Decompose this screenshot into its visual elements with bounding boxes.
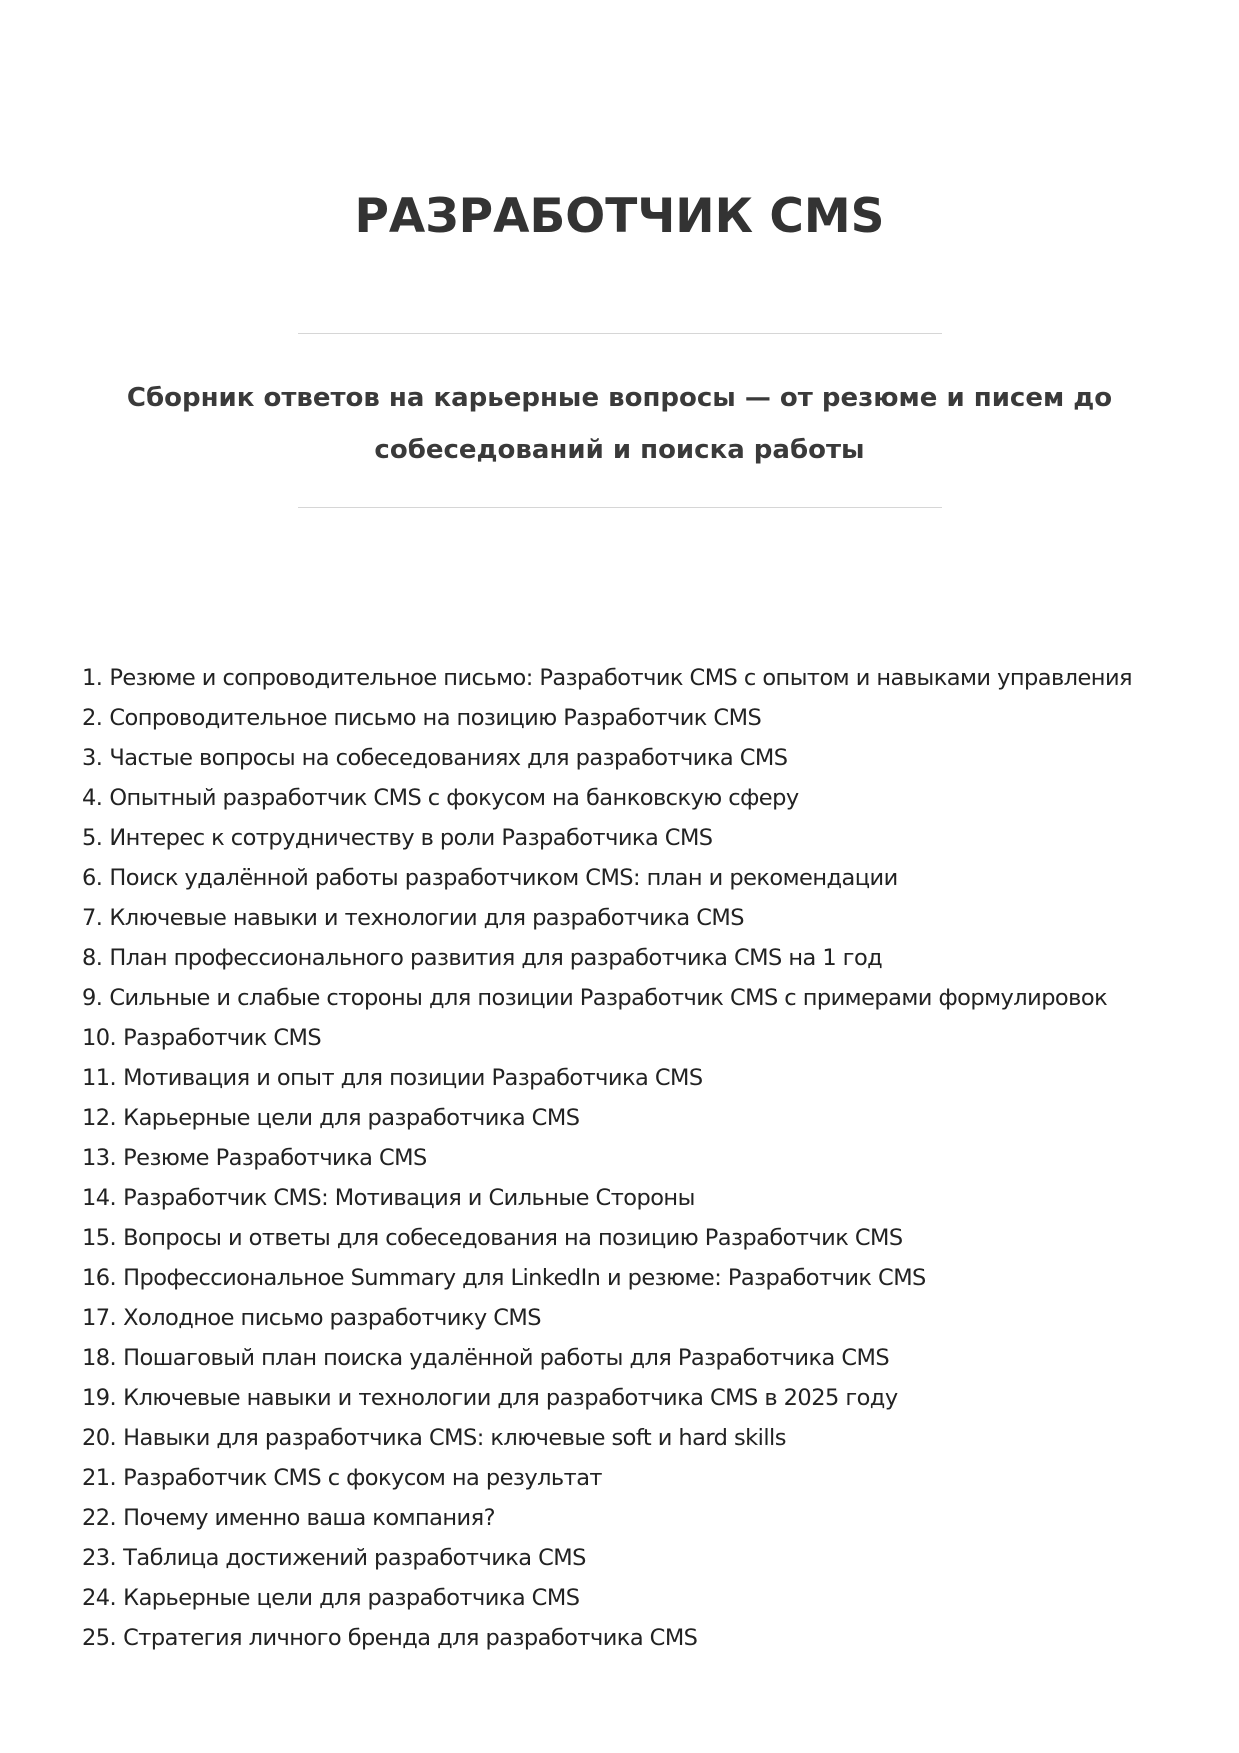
toc-item-text: Разработчик CMS: Мотивация и Сильные Стороны [123,1185,695,1211]
toc-item-text: Холодное письмо разработчику CMS [123,1305,541,1331]
toc-item-text: Поиск удалённой работы разработчиком CMS: план и рекомендации [109,865,898,891]
toc-item-number: 11. [82,1065,117,1091]
toc-item-text: Профессиональное Summary для LinkedIn и резюме: Разработчик CMS [123,1265,926,1291]
divider-bottom [298,507,942,508]
divider-top [298,333,942,334]
toc-item-16[interactable] [82,1258,1182,1298]
toc-item-number: 5. [82,825,103,851]
toc-item-text: План профессионального развития для разработчика CMS на 1 год [109,945,883,971]
toc-item-9[interactable] [82,978,1182,1018]
toc-item-number: 3. [82,745,103,771]
toc-item-number: 22. [82,1505,117,1531]
toc-item-number: 19. [82,1385,117,1411]
toc-item-number: 18. [82,1345,117,1371]
toc-item-12[interactable] [82,1098,1182,1138]
table-of-contents [82,658,1182,1658]
toc-item-text: Почему именно ваша компания? [123,1505,495,1531]
toc-item-3[interactable] [82,738,1182,778]
toc-item-text: Навыки для разработчика CMS: ключевые soft и hard skills [123,1425,786,1451]
toc-item-13[interactable] [82,1138,1182,1178]
toc-item-number: 8. [82,945,103,971]
toc-item-22[interactable] [82,1498,1182,1538]
toc-item-text: Частые вопросы на собеседованиях для разработчика CMS [109,745,788,771]
toc-item-7[interactable] [82,898,1182,938]
toc-item-text: Мотивация и опыт для позиции Разработчика CMS [123,1065,703,1091]
toc-item-1[interactable] [82,658,1182,698]
toc-item-text: Резюме и сопроводительное письмо: Разработчик CMS с опытом и навыками управления [109,665,1133,691]
toc-item-number: 23. [82,1545,117,1571]
toc-item-number: 15. [82,1225,117,1251]
toc-item-number: 20. [82,1425,117,1451]
toc-item-4[interactable] [82,778,1182,818]
toc-item-number: 6. [82,865,103,891]
toc-item-number: 16. [82,1265,117,1291]
toc-item-text: Интерес к сотрудничеству в роли Разработчика CMS [109,825,713,851]
toc-item-number: 21. [82,1465,117,1491]
toc-item-text: Таблица достижений разработчика CMS [123,1545,586,1571]
toc-item-number: 13. [82,1145,117,1171]
page-subtitle: Сборник ответов на карьерные вопросы — от резюме и писем до собеседований и поиска работы [126,383,1113,465]
toc-item-19[interactable] [82,1378,1182,1418]
toc-item-17[interactable] [82,1298,1182,1338]
toc-item-number: 7. [82,905,103,931]
toc-item-6[interactable] [82,858,1182,898]
toc-item-14[interactable] [82,1178,1182,1218]
toc-item-number: 12. [82,1105,117,1131]
toc-item-number: 14. [82,1185,117,1211]
toc-item-18[interactable] [82,1338,1182,1378]
toc-item-text: Разработчик CMS [123,1025,322,1051]
toc-item-number: 24. [82,1585,117,1611]
toc-item-text: Ключевые навыки и технологии для разработчика CMS [109,905,744,931]
toc-item-23[interactable] [82,1538,1182,1578]
toc-item-21[interactable] [82,1458,1182,1498]
toc-item-text: Стратегия личного бренда для разработчика CMS [123,1625,698,1651]
toc-item-text: Сопроводительное письмо на позицию Разработчик CMS [109,705,762,731]
toc-item-number: 10. [82,1025,117,1051]
toc-item-11[interactable] [82,1058,1182,1098]
toc-item-number: 4. [82,785,103,811]
toc-item-8[interactable] [82,938,1182,978]
toc-item-20[interactable] [82,1418,1182,1458]
page-title: РАЗРАБОТЧИК CMS [354,189,885,244]
toc-item-text: Пошаговый план поиска удалённой работы для Разработчика CMS [123,1345,890,1371]
toc-item-text: Разработчик CMS с фокусом на результат [123,1465,602,1491]
toc-item-text: Карьерные цели для разработчика CMS [123,1105,580,1131]
toc-item-text: Ключевые навыки и технологии для разработчика CMS в 2025 году [123,1385,898,1411]
toc-item-text: Вопросы и ответы для собеседования на позицию Разработчик CMS [123,1225,903,1251]
toc-item-25[interactable] [82,1618,1182,1658]
toc-item-2[interactable] [82,698,1182,738]
toc-item-text: Карьерные цели для разработчика CMS [123,1585,580,1611]
toc-item-number: 9. [82,985,103,1011]
toc-item-5[interactable] [82,818,1182,858]
toc-item-text: Опытный разработчик CMS с фокусом на банковскую сферу [109,785,799,811]
toc-item-number: 17. [82,1305,117,1331]
toc-item-text: Сильные и слабые стороны для позиции Разработчик CMS с примерами формулировок [109,985,1108,1011]
toc-item-number: 2. [82,705,103,731]
toc-item-text: Резюме Разработчика CMS [123,1145,427,1171]
toc-item-24[interactable] [82,1578,1182,1618]
toc-item-15[interactable] [82,1218,1182,1258]
toc-item-number: 25. [82,1625,117,1651]
toc-item-10[interactable] [82,1018,1182,1058]
toc-item-number: 1. [82,665,103,691]
